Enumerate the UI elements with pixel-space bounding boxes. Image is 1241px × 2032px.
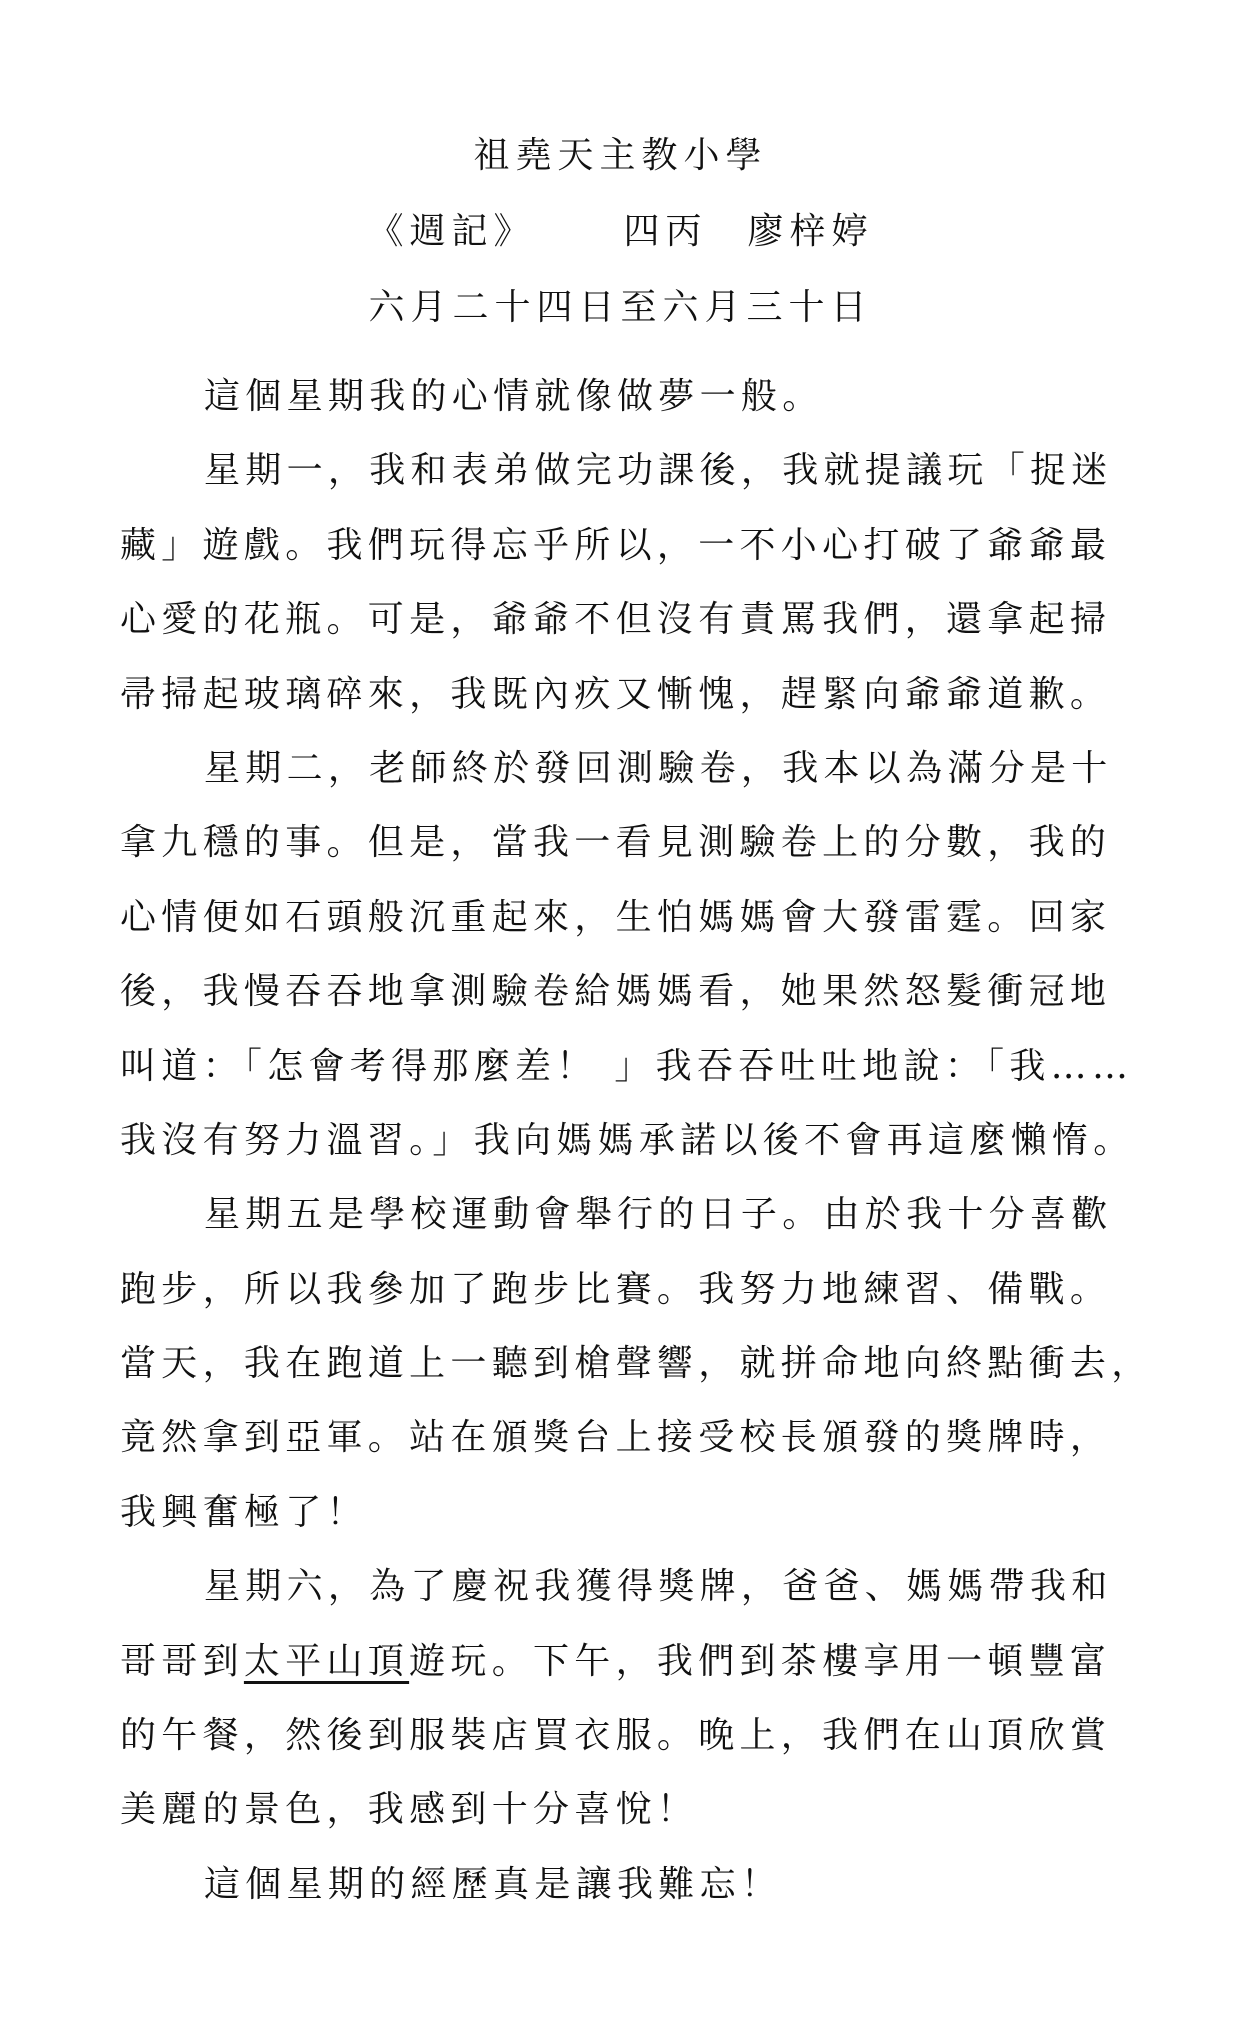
journal-body [120, 360, 1153, 1922]
text-line: 我沒有努力溫習。」我向媽媽承諾以後不會再這麼懶惰。 [120, 1119, 1135, 1161]
title-line [0, 208, 1241, 256]
text-line: 拿九穩的事。但是，當我一看見測驗卷上的分數，我的 [120, 822, 1112, 864]
text-line-with-place [120, 1625, 1125, 1699]
text-line: 跑步，所以我參加了跑步比賽。我努力地練習、備戰。 [120, 1268, 1112, 1310]
school-name [0, 132, 1241, 180]
text-line: 藏」遊戲。我們玩得忘乎所以，一不小心打破了爺爺最 [120, 524, 1112, 566]
underlined-place-name: 太平山頂 [243, 1640, 410, 1682]
text-line: 當天，我在跑道上一聽到槍聲響，就拼命地向終點衝去， [120, 1343, 1153, 1385]
text-line: 星期五是學校運動會舉行的日子。由於我十分喜歡 [204, 1194, 1113, 1236]
date-range [0, 284, 1241, 332]
document-title: 《週記》 [367, 211, 536, 252]
text-line: 後，我慢吞吞地拿測驗卷給媽媽看，她果然怒髮衝冠地 [120, 971, 1112, 1013]
text-line: 美麗的景色，我感到十分喜悅！ [120, 1789, 699, 1831]
text-segment: 遊玩。下午，我們到茶樓享用一頓豐富 [409, 1640, 1112, 1682]
text-line: 星期一，我和表弟做完功課後，我就提議玩「捉迷 [204, 450, 1113, 492]
class-name: 四丙 [623, 211, 708, 252]
text-line: 星期六，為了慶祝我獲得獎牌，爸爸、媽媽帶我和 [204, 1566, 1113, 1608]
text-line: 叫道：「怎會考得那麼差！ 」我吞吞吐吐地說：「我…… [120, 1045, 1134, 1087]
text-line: 竟然拿到亞軍。站在頒獎台上接受校長頒發的獎牌時， [120, 1417, 1112, 1459]
text-line: 星期二，老師終於發回測驗卷，我本以為滿分是十 [204, 747, 1113, 789]
date-range-text: 六月二十四日至六月三十日 [368, 287, 873, 328]
text-line: 心愛的花瓶。可是，爺爺不但沒有責罵我們，還拿起掃 [120, 599, 1112, 641]
paragraph-intro: 這個星期我的心情就像做夢一般。 [204, 376, 824, 417]
student-name: 廖梓婷 [747, 211, 874, 252]
text-line: 我興奮極了！ [120, 1491, 368, 1533]
text-line: 的午餐，然後到服裝店買衣服。晚上，我們在山頂欣賞 [120, 1715, 1112, 1757]
text-segment: 哥哥到 [120, 1640, 244, 1682]
paragraph-closing: 這個星期的經歷真是讓我難忘！ [204, 1863, 783, 1905]
text-line: 心情便如石頭般沉重起來，生怕媽媽會大發雷霆。回家 [120, 896, 1112, 938]
text-line: 帚掃起玻璃碎來，我既內疚又慚愧，趕緊向爺爺道歉。 [120, 673, 1112, 715]
school-name-text: 祖堯天主教小學 [473, 135, 768, 176]
